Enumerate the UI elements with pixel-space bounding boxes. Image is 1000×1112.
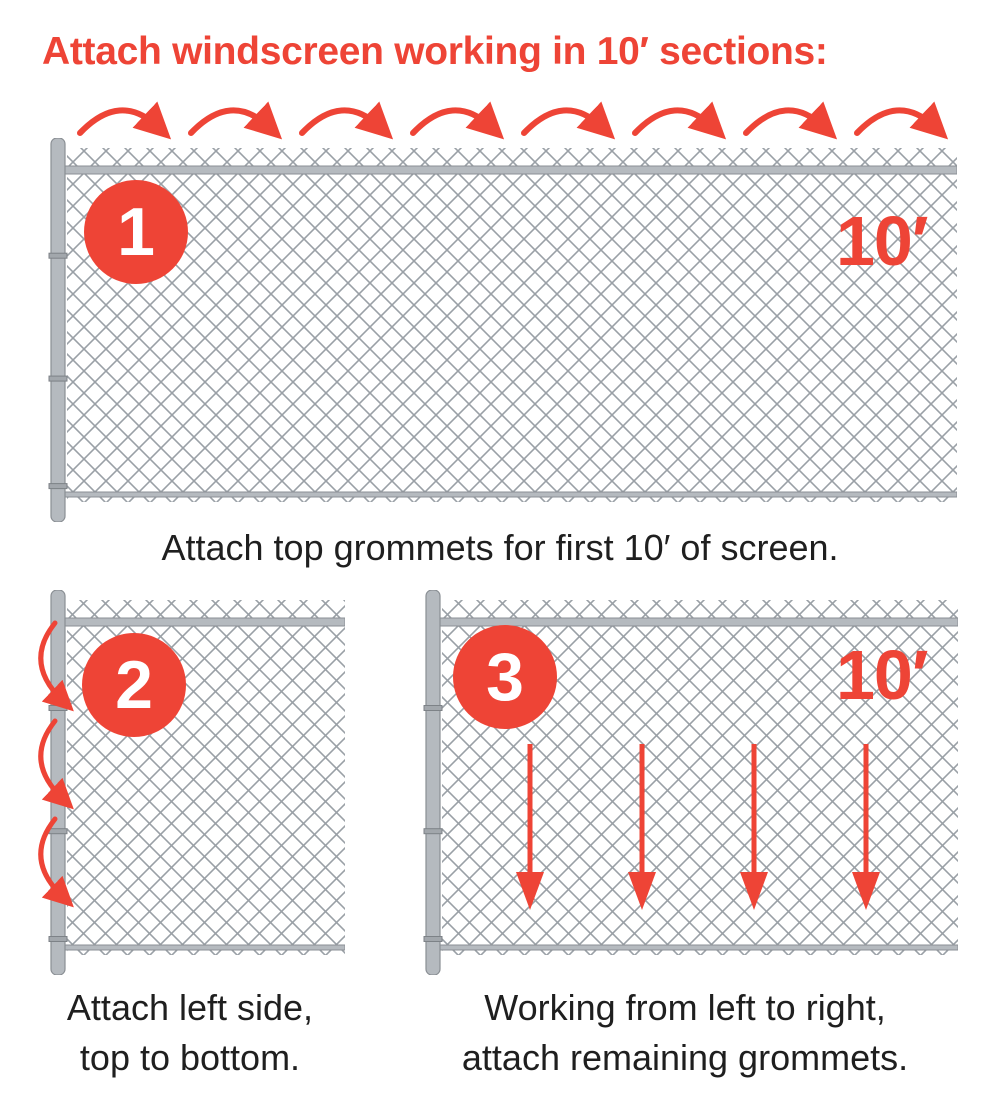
step-2-caption-line-2: top to bottom. [79, 1037, 301, 1078]
curved-right-arrow-icon [302, 110, 380, 133]
down-arrow-icon [516, 744, 544, 910]
fence-step-1 [45, 138, 957, 522]
step-3-dimension: 10′ [836, 636, 928, 714]
chain-link-fence-icon [45, 138, 957, 522]
curved-right-arrow-icon [857, 110, 935, 133]
curved-down-arrow-icon [41, 721, 63, 799]
step-3-caption [400, 983, 970, 1083]
step-2-caption-line-1: Attach left side, [66, 987, 314, 1028]
step-1-caption [0, 523, 1000, 573]
step-3-badge: 3 [453, 625, 557, 729]
down-arrow-icon [740, 744, 768, 910]
curved-right-arrow-icon [746, 110, 824, 133]
down-arrow-icon [628, 744, 656, 910]
curved-right-arrow-icon [635, 110, 713, 133]
step-1-badge: 1 [84, 180, 188, 284]
step-1-dimension: 10′ [836, 202, 928, 280]
step-2-caption [20, 983, 360, 1083]
side-arrows-group [25, 615, 85, 915]
step-3-caption-line-2: attach remaining grommets. [461, 1037, 909, 1078]
curved-right-arrow-icon [80, 110, 158, 133]
curved-down-arrow-icon [41, 819, 63, 897]
curved-right-arrow-icon [191, 110, 269, 133]
fence-step-2 [45, 590, 345, 975]
curved-right-arrow-icon [524, 110, 602, 133]
page-title: Attach windscreen working in 10′ sections: [42, 30, 828, 73]
step-2-badge: 2 [82, 633, 186, 737]
curved-down-arrow-icon [41, 623, 63, 701]
step-3-caption-line-1: Working from left to right, [484, 987, 886, 1028]
chain-link-fence-icon [45, 590, 345, 975]
down-arrows-group [500, 740, 900, 915]
down-arrow-icon [852, 744, 880, 910]
curved-right-arrow-icon [413, 110, 491, 133]
step-1-caption-line-1: Attach top grommets for first 10′ of screen. [161, 527, 839, 568]
